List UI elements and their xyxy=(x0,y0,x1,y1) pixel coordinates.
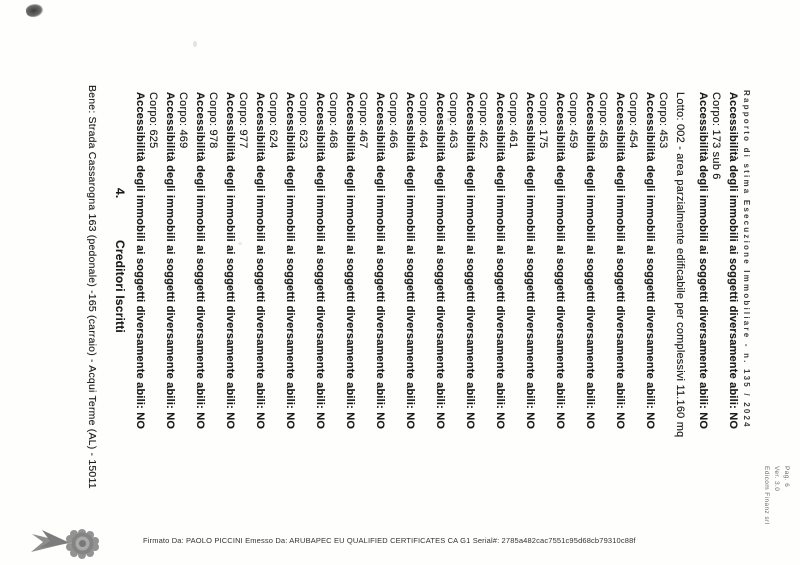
document-line-access: Accessibilità degli immobili ai soggetti diversamente abili: NO xyxy=(584,92,596,430)
document-line-corpo: Corpo: 454 xyxy=(627,92,639,149)
document-line-corpo: Corpo: 624 xyxy=(267,92,279,149)
document-line-access: Accessibilità degli immobili ai soggetti diversamente abili: NO xyxy=(644,92,656,430)
document-line-access: Accessibilità degli immobili ai soggetti diversamente abili: NO xyxy=(727,92,739,430)
document-line-access: Accessibilità degli immobili ai soggetti diversamente abili: NO xyxy=(164,92,176,430)
document-line-bene: Bene: Strada Cassarogna 163 (pedonale) -165 (carraio) - Acqui Terme (AL) - 15011 xyxy=(86,85,98,489)
page-number: Pag. 6 xyxy=(783,466,790,488)
document-line-access: Accessibilità degli immobili ai soggetti diversamente abili: NO xyxy=(134,92,146,430)
document-line-corpo: Corpo: 467 xyxy=(357,92,369,149)
report-version: Ver. 3.0 xyxy=(773,466,780,492)
document-line-access: Accessibilità degli immobili ai soggetti diversamente abili: NO xyxy=(374,92,386,430)
document-line-access: Accessibilità degli immobili ai soggetti diversamente abili: NO xyxy=(314,92,326,430)
document-line-header: Rapporto di stima Esecuzione Immobiliare - n. 135 / 2024 xyxy=(742,90,751,429)
page-footer xyxy=(762,466,792,524)
document-line-lotto: Lotto: 002 - area parzialmente edificabile per complessivi 11.160 mq xyxy=(674,92,686,438)
document-line-access: Accessibilità degli immobili ai soggetti diversamente abili: NO xyxy=(434,92,446,430)
document-line-corpo: Corpo: 466 xyxy=(387,92,399,149)
document-line-corpo: Corpo: 464 xyxy=(417,92,429,149)
document-line-corpo: Corpo: 453 xyxy=(657,92,669,149)
document-line-access: Accessibilità degli immobili ai soggetti diversamente abili: NO xyxy=(524,92,536,430)
document-line-access: Accessibilità degli immobili ai soggetti diversamente abili: NO xyxy=(194,92,206,430)
document-line-access: Accessibilità degli immobili ai soggetti diversamente abili: NO xyxy=(554,92,566,430)
document-line-access: Accessibilità degli immobili ai soggetti diversamente abili: NO xyxy=(464,92,476,430)
document-line-access: Accessibilità degli immobili ai soggetti diversamente abili: NO xyxy=(344,92,356,430)
document-line-corpo: Corpo: 173 sub 6 xyxy=(710,92,722,180)
signature-footer xyxy=(0,524,800,565)
document-lines xyxy=(86,0,754,565)
document-line-corpo: Corpo: 623 xyxy=(297,92,309,149)
document-line-corpo: Corpo: 459 xyxy=(567,92,579,149)
signature-seal-icon xyxy=(28,526,106,560)
document-line-corpo: Corpo: 461 xyxy=(507,92,519,149)
section-title: Creditori Iscritti xyxy=(113,240,127,334)
document-line-access: Accessibilità degli immobili ai soggetti diversamente abili: NO xyxy=(254,92,266,430)
document-line-corpo: Corpo: 978 xyxy=(207,92,219,149)
vendor-name: Edicom Finanz srl xyxy=(763,466,770,525)
document-line-corpo: Corpo: 625 xyxy=(147,92,159,149)
document-line-corpo: Corpo: 462 xyxy=(477,92,489,149)
document-line-corpo: Corpo: 468 xyxy=(327,92,339,149)
document-line-access: Accessibilità degli immobili ai soggetti diversamente abili: NO xyxy=(284,92,296,430)
document-line-access: Accessibilità degli immobili ai soggetti diversamente abili: NO xyxy=(494,92,506,430)
document-line-corpo: Corpo: 458 xyxy=(597,92,609,149)
scan-smudge xyxy=(25,2,44,18)
document-line-access: Accessibilità degli immobili ai soggetti diversamente abili: NO xyxy=(224,92,236,430)
section-heading xyxy=(113,188,126,565)
document-line-corpo: Corpo: 977 xyxy=(237,92,249,149)
document-line-corpo: Corpo: 469 xyxy=(177,92,189,149)
document-line-access: Accessibilità degli immobili ai soggetti diversamente abili: NO xyxy=(614,92,626,430)
signature-text: Firmato Da: PAOLO PICCINI Emesso Da: ARUBAPEC EU QUALIFIED CERTIFICATES CA G1 Serial#: 2785a482cac7551c95d68cb79310c88f xyxy=(143,536,636,545)
document-line-access: Accessibilità degli immobili ai soggetti diversamente abili: NO xyxy=(697,92,709,430)
document-line-corpo: Corpo: 175 xyxy=(537,92,549,149)
document-line-access: Accessibilità degli immobili ai soggetti diversamente abili: NO xyxy=(404,92,416,430)
document-line-corpo: Corpo: 463 xyxy=(447,92,459,149)
section-number: 4. xyxy=(113,188,127,199)
